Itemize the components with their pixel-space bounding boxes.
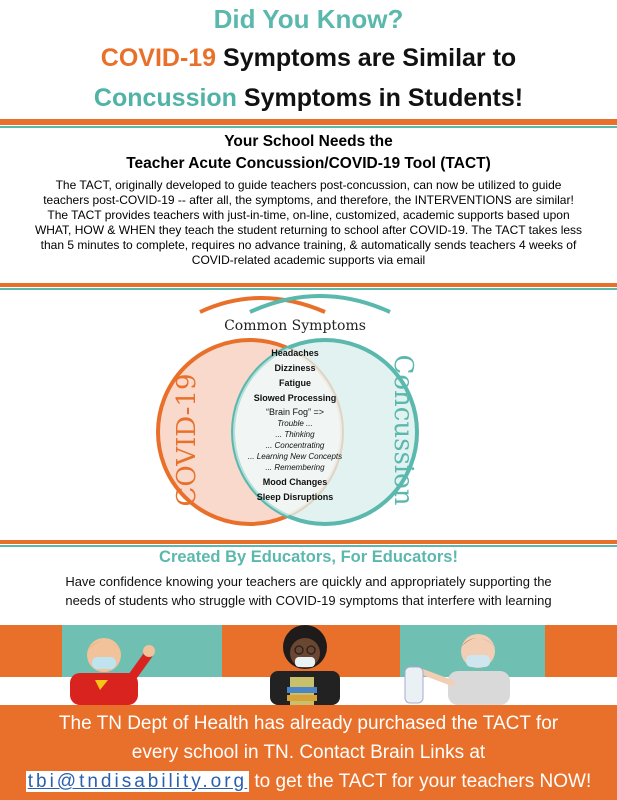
divider-teal-low: [0, 545, 617, 547]
venn-label-concussion: Concussion: [388, 354, 418, 506]
venn-label-covid: COVID-19: [172, 373, 202, 507]
tact-body: [0, 178, 617, 268]
tact-title-line-1: Your School Needs the: [224, 133, 393, 150]
symptom-item: ... Concentrating: [265, 441, 325, 450]
divider-orange-low: [0, 540, 617, 544]
students-photo-strip: [0, 625, 617, 705]
symptom-item: Fatigue: [278, 378, 312, 388]
educators-title: Created By Educators, For Educators!: [159, 548, 458, 566]
headline-line-2: [0, 84, 617, 113]
headline-line-2-rest: Symptoms in Students!: [236, 84, 524, 112]
footer-banner: [0, 705, 617, 800]
symptom-item: Trouble ...: [277, 419, 313, 428]
educators-body-line: needs of students who struggle with COVID-19 symptoms that interfere with learning: [65, 593, 552, 608]
headline-covid: COVID-19: [100, 44, 217, 72]
symptom-item: ... Thinking: [275, 430, 315, 439]
footer-line-3: [0, 767, 617, 796]
headline-line-1: [0, 44, 617, 73]
symptom-item: Sleep Disruptions: [256, 492, 334, 502]
symptom-item: Dizziness: [274, 363, 316, 373]
tact-body-line: WHAT, HOW & WHEN they teach the student returning to school after COVID-19. The TACT takes less: [34, 223, 583, 237]
educators-body: [0, 572, 617, 610]
did-you-know-heading: Did You Know?: [213, 4, 404, 34]
divider-teal-top: [0, 126, 617, 128]
educators-body-line: Have confidence knowing your teachers are quickly and appropriately supporting the: [65, 574, 552, 589]
symptom-item: “Brain Fog” =>: [265, 407, 325, 417]
tact-title-line-2: Teacher Acute Concussion/COVID-19 Tool (TACT): [126, 155, 491, 172]
symptom-item: Slowed Processing: [253, 393, 337, 403]
symptom-item: ... Remembering: [265, 463, 325, 472]
tact-body-line: The TACT, originally developed to guide teachers post-concussion, can now be utilized to guide: [55, 178, 562, 192]
symptom-item: Mood Changes: [262, 477, 328, 487]
divider-orange-top: [0, 119, 617, 125]
venn-diagram: [100, 290, 520, 540]
divider-orange-mid: [0, 283, 617, 287]
venn-common-label: Common Symptoms: [224, 318, 366, 334]
tact-body-line: teachers post-COVID-19 -- after all, the symptoms, and therefore, the INTERVENTIONS are similar!: [43, 193, 574, 207]
headline-line-1-rest: Symptoms are Similar to: [216, 44, 517, 72]
tact-body-line: The TACT provides teachers with just-in-time, on-line, customized, academic supports based upon: [47, 208, 570, 222]
footer-line-2: every school in TN. Contact Brain Links at: [131, 742, 486, 763]
symptom-item: ... Learning New Concepts: [247, 452, 343, 461]
symptom-item: Headaches: [271, 348, 319, 358]
footer-line-3-rest: to get the TACT for your teachers NOW!: [249, 771, 592, 792]
tact-body-line: COVID-related academic supports via email: [191, 253, 426, 267]
footer-line-1: The TN Dept of Health has already purchased the TACT for: [58, 713, 559, 734]
tact-body-line: than 5 minutes to complete, requires no advance training, & automatically sends teachers 4 weeks of: [40, 238, 577, 252]
headline-concussion: Concussion: [93, 84, 237, 112]
email-link[interactable]: tbi@tndisability.org: [27, 771, 248, 792]
